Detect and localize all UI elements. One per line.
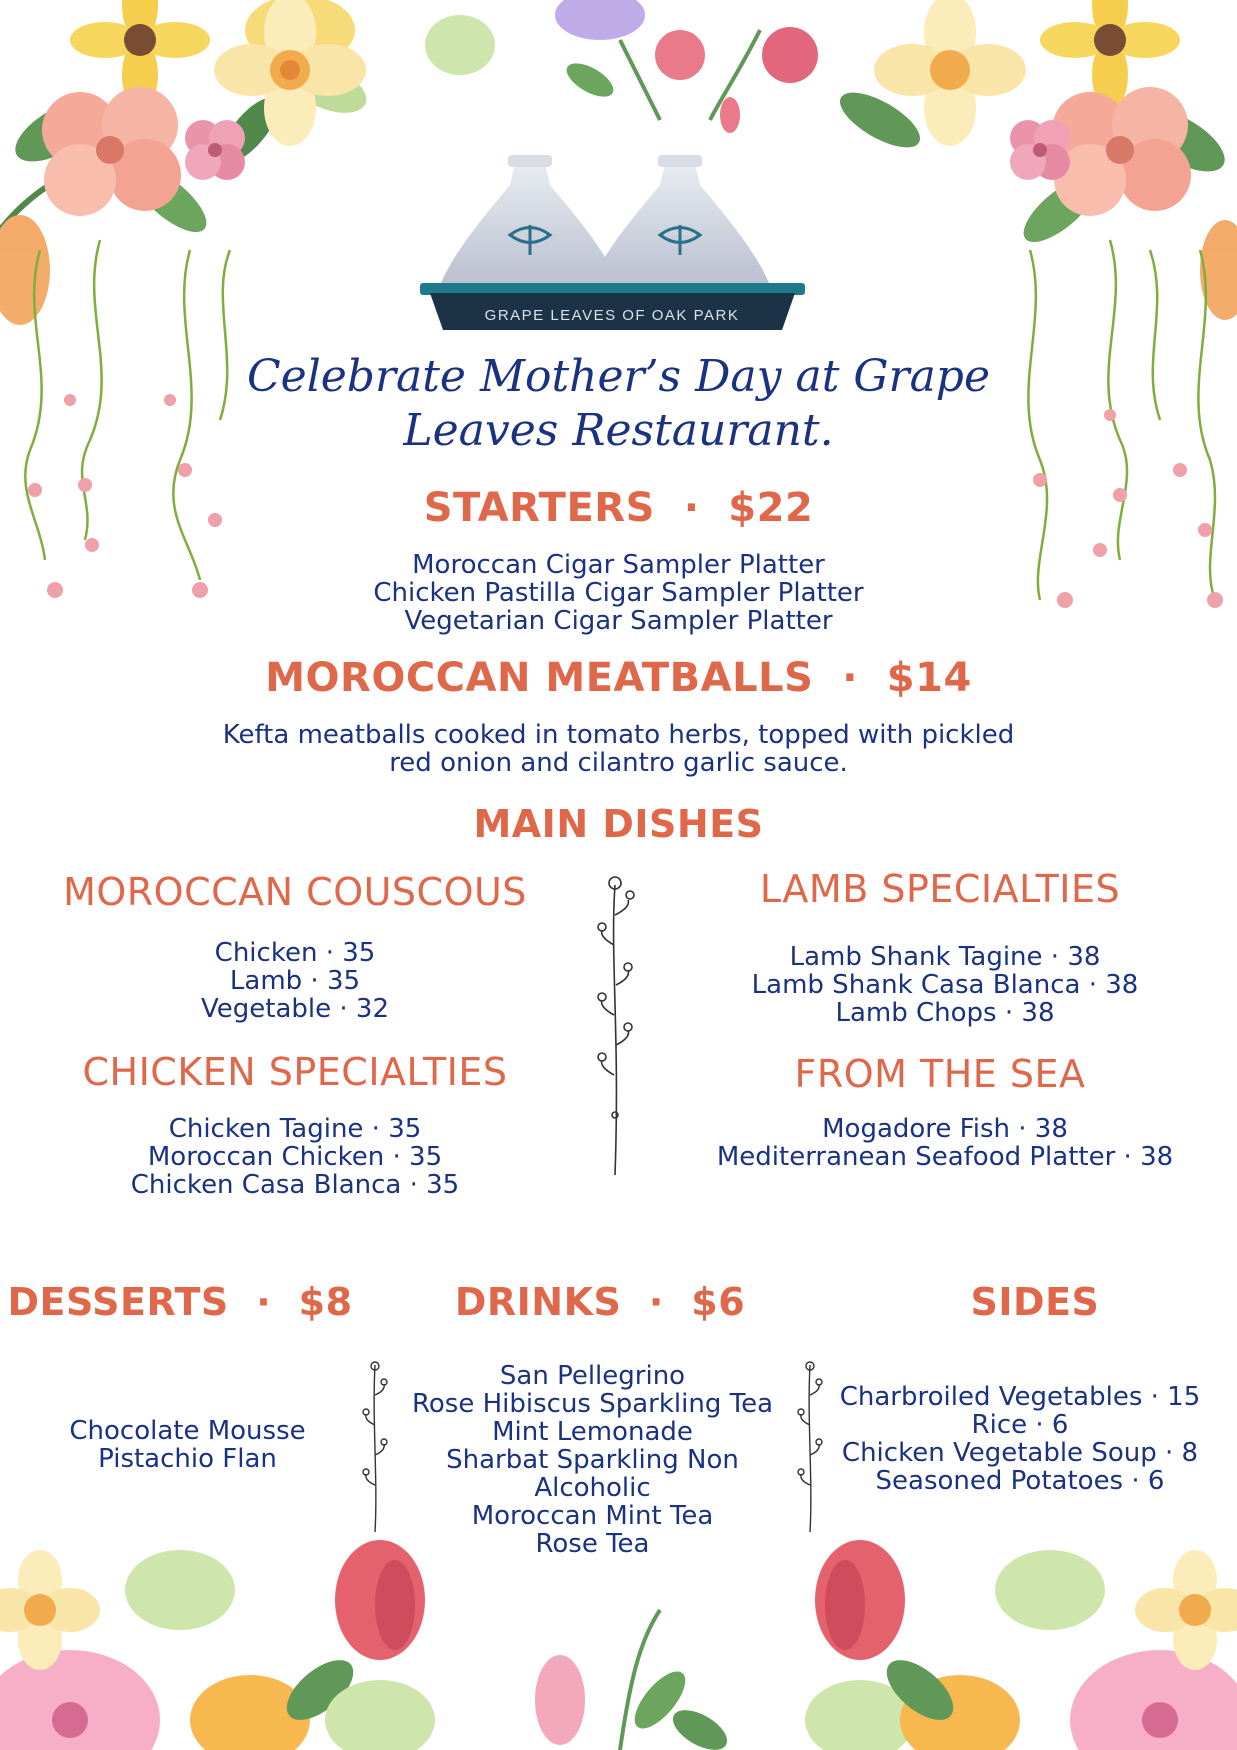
sea-heading: FROM THE SEA [794, 1052, 1086, 1096]
list-item: Rose Tea [535, 1529, 650, 1559]
list-item: Chicken Pastilla Cigar Sampler Platter [373, 578, 864, 608]
list-item: Mediterranean Seafood Platter · 38 [716, 1142, 1174, 1172]
main-dishes-heading: MAIN DISHES [473, 802, 764, 846]
list-item: Seasoned Potatoes · 6 [875, 1466, 1165, 1496]
starters-heading: STARTERS · $22 [423, 485, 814, 531]
sea-list [690, 1115, 1200, 1171]
chicken-list [95, 1115, 495, 1199]
list-item: Alcoholic [534, 1473, 651, 1503]
list-item: Lamb · 35 [229, 966, 361, 996]
flower-stem-divider-icon [590, 875, 640, 1175]
chicken-heading: CHICKEN SPECIALTIES [82, 1050, 508, 1094]
couscous-list [95, 939, 495, 1023]
list-item: Rose Hibiscus Sparkling Tea [411, 1389, 774, 1419]
list-item: Mogadore Fish · 38 [822, 1114, 1068, 1144]
lamb-heading: LAMB SPECIALTIES [759, 867, 1121, 911]
list-item: Lamb Shank Casa Blanca · 38 [751, 970, 1139, 1000]
list-item: Vegetarian Cigar Sampler Platter [404, 606, 833, 636]
list-item: Moroccan Cigar Sampler Platter [412, 550, 825, 580]
list-item: Chicken Vegetable Soup · 8 [841, 1438, 1199, 1468]
desserts-heading: DESSERTS · $8 [7, 1280, 353, 1324]
description-line: Kefta meatballs cooked in tomato herbs, topped with pickled [222, 720, 1015, 750]
title-line-1: Celebrate Mother’s Day at Grape [246, 351, 990, 402]
title-line-2: Leaves Restaurant. [403, 405, 834, 456]
logo-text: GRAPE LEAVES OF OAK PARK [484, 307, 740, 324]
page-title [200, 350, 1037, 458]
sides-heading: SIDES [970, 1280, 1100, 1324]
list-item: Moroccan Chicken · 35 [147, 1142, 443, 1172]
list-item: Rice · 6 [971, 1410, 1069, 1440]
list-item: Mint Lemonade [492, 1417, 693, 1447]
list-item: Sharbat Sparkling Non [446, 1445, 739, 1475]
starters-list [300, 551, 937, 635]
list-item: Charbroiled Vegetables · 15 [839, 1382, 1201, 1412]
list-item: San Pellegrino [499, 1361, 686, 1391]
list-item: Pistachio Flan [98, 1444, 277, 1474]
meatballs-heading: MOROCCAN MEATBALLS · $14 [265, 655, 972, 701]
list-item: Lamb Chops · 38 [835, 998, 1055, 1028]
couscous-heading: MOROCCAN COUSCOUS [63, 870, 527, 914]
list-item: Chocolate Mousse [69, 1416, 306, 1446]
sides-list [820, 1383, 1220, 1495]
lamb-list [720, 943, 1170, 1027]
desserts-list [30, 1417, 345, 1473]
list-item: Chicken Casa Blanca · 35 [130, 1170, 460, 1200]
list-item: Chicken · 35 [214, 938, 376, 968]
drinks-list [395, 1362, 790, 1558]
list-item: Moroccan Mint Tea [471, 1501, 714, 1531]
list-item: Chicken Tagine · 35 [168, 1114, 422, 1144]
list-item: Lamb Shank Tagine · 38 [789, 942, 1101, 972]
flower-stem-divider-icon [360, 1360, 390, 1535]
drinks-heading: DRINKS · $6 [454, 1280, 746, 1324]
meatballs-description [150, 721, 1087, 777]
list-item: Vegetable · 32 [201, 994, 389, 1024]
description-line: red onion and cilantro garlic sauce. [389, 748, 848, 778]
tagine-logo [420, 155, 805, 330]
